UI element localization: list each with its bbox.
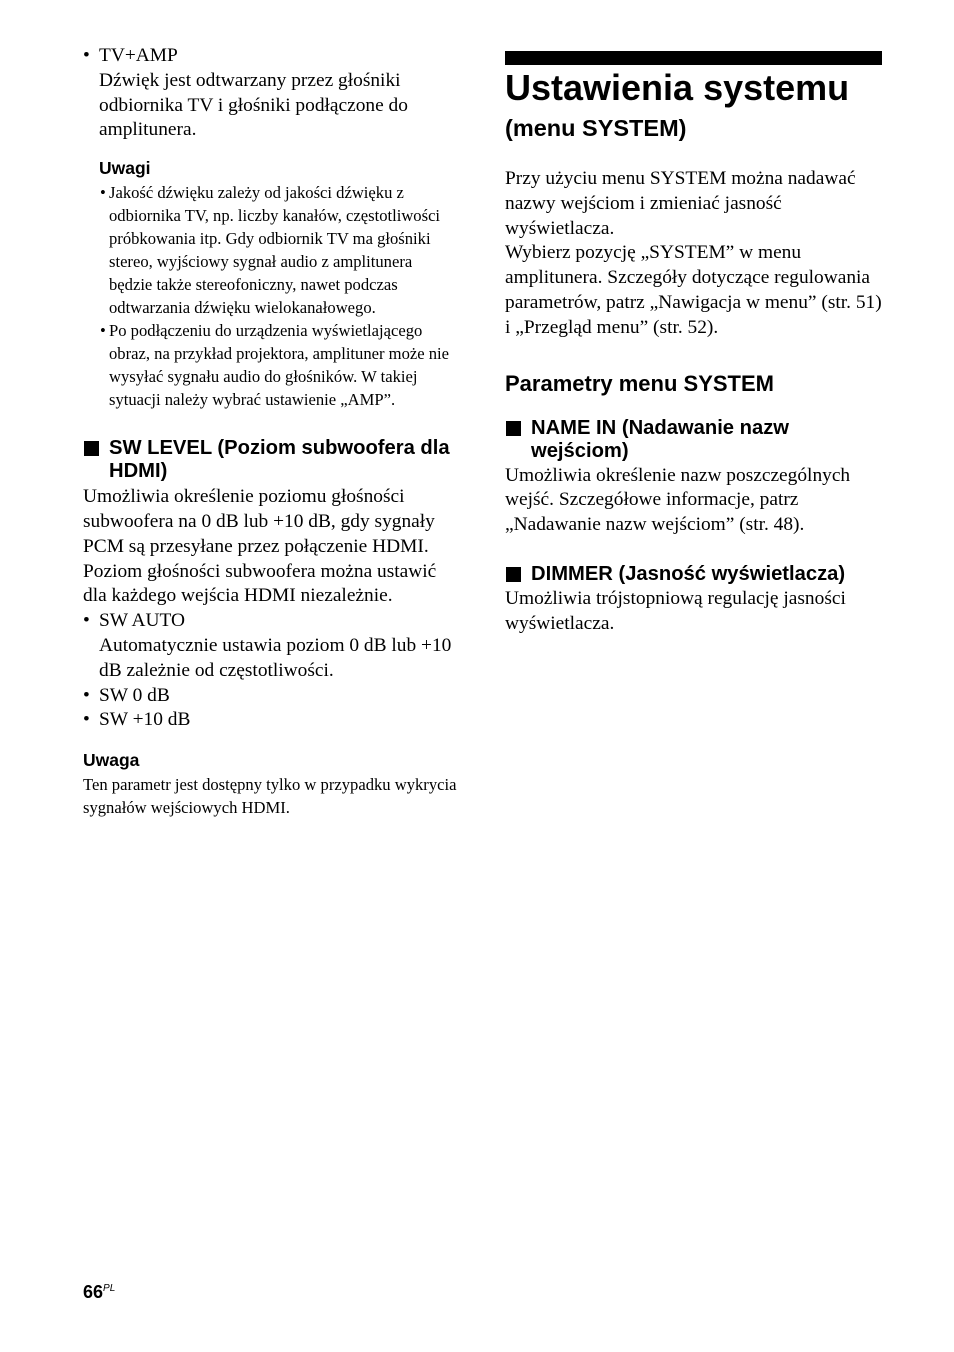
intro-paragraph: Przy użyciu menu SYSTEM można nadawać nazwy wejściom i zmieniać jasność wyświetlacza. bbox=[505, 168, 856, 239]
option-description: Dźwięk jest odtwarzany przez głośniki odbiornika TV i głośniki podłączone do amplitunera. bbox=[99, 69, 408, 141]
sw-level-heading: SW LEVEL (Poziom subwoofera dla HDMI) bbox=[83, 437, 458, 483]
bullet-icon: • bbox=[83, 684, 90, 706]
notes-block bbox=[83, 157, 458, 411]
bullet-icon: • bbox=[100, 321, 106, 341]
option-label: SW 0 dB bbox=[99, 684, 170, 706]
option-label: TV+AMP bbox=[99, 45, 178, 66]
note-text: Ten parametr jest dostępny tylko w przypadku wykrycia sygnałów wejściowych HDMI. bbox=[83, 775, 457, 818]
bullet-icon: • bbox=[100, 183, 106, 203]
option-label: SW +10 dB bbox=[99, 709, 191, 731]
square-bullet-icon bbox=[84, 441, 99, 456]
note-text: Po podłączeniu do urządzenia wyświetlającego obraz, na przykład projektora, amplituner może nie wysyłać sygnału audio do głośników. W takiej sytuacji należy wybrać ustawienie „AMP”. bbox=[109, 321, 450, 410]
name-in-description: Umożliwia określenie nazw poszczególnych wejść. Szczegółowe informacje, patrz „Nadawanie nazw wejściom” (str. 48). bbox=[505, 464, 851, 536]
right-column bbox=[505, 0, 882, 637]
square-bullet-icon bbox=[506, 567, 521, 582]
note-title: Uwaga bbox=[83, 750, 140, 771]
note-item bbox=[83, 319, 458, 411]
bullet-icon: • bbox=[83, 709, 90, 731]
language-code: PL bbox=[103, 1283, 116, 1294]
params-heading: Parametry menu SYSTEM bbox=[505, 370, 774, 396]
notes-title: Uwagi bbox=[99, 158, 151, 179]
sw-level-description: Umożliwia określenie poziomu głośności subwoofera na 0 dB lub +10 dB, gdy sygnały PCM są przesyłane przez połączenie HDMI. Poziom głośności subwoofera można ustawić dla każdego wejścia HDMI niezależnie. bbox=[83, 486, 437, 607]
note-item bbox=[83, 181, 458, 319]
note-text: Jakość dźwięku zależy od jakości dźwięku z odbiornika TV, np. liczby kanałów, częstotliwości próbkowania itp. Gdy odbiornik TV ma głośniki stereo, wyjściowy sygnał audio z amplitunera będzie także stereofoniczny, nawet podczas odtwarzania dźwięku wielokanałowego. bbox=[109, 183, 441, 318]
dimmer-heading: DIMMER (Jasność wyświetlacza) bbox=[505, 563, 882, 586]
bullet-icon: • bbox=[83, 45, 90, 66]
square-bullet-icon bbox=[506, 421, 521, 436]
option-sw-10db bbox=[83, 708, 458, 733]
bullet-icon: • bbox=[83, 610, 90, 632]
page-title: Ustawienia systemu bbox=[505, 67, 850, 108]
option-tv-amp bbox=[83, 44, 458, 143]
option-sw-auto bbox=[83, 609, 458, 683]
page-subtitle: (menu SYSTEM) bbox=[505, 115, 687, 141]
page-number: $66^{PL}$ bbox=[83, 1282, 116, 1302]
option-sw-0db bbox=[83, 684, 458, 709]
name-in-heading: NAME IN (Nadawanie nazw wejściom) bbox=[505, 417, 882, 463]
intro-paragraph-2: Wybierz pozycję „SYSTEM” w menu amplitunera. Szczegóły dotyczące regulowania parametrów, patrz „Nawigacja w menu” (str. 51) i „Przegląd menu” (str. 52). bbox=[505, 242, 882, 338]
option-description: Automatycznie ustawia poziom 0 dB lub +10 dB zależnie od częstotliwości. bbox=[99, 634, 452, 681]
option-label: SW AUTO bbox=[99, 610, 186, 632]
left-column bbox=[83, 0, 458, 819]
dimmer-description: Umożliwia trójstopniową regulację jasności wyświetlacza. bbox=[505, 587, 846, 634]
